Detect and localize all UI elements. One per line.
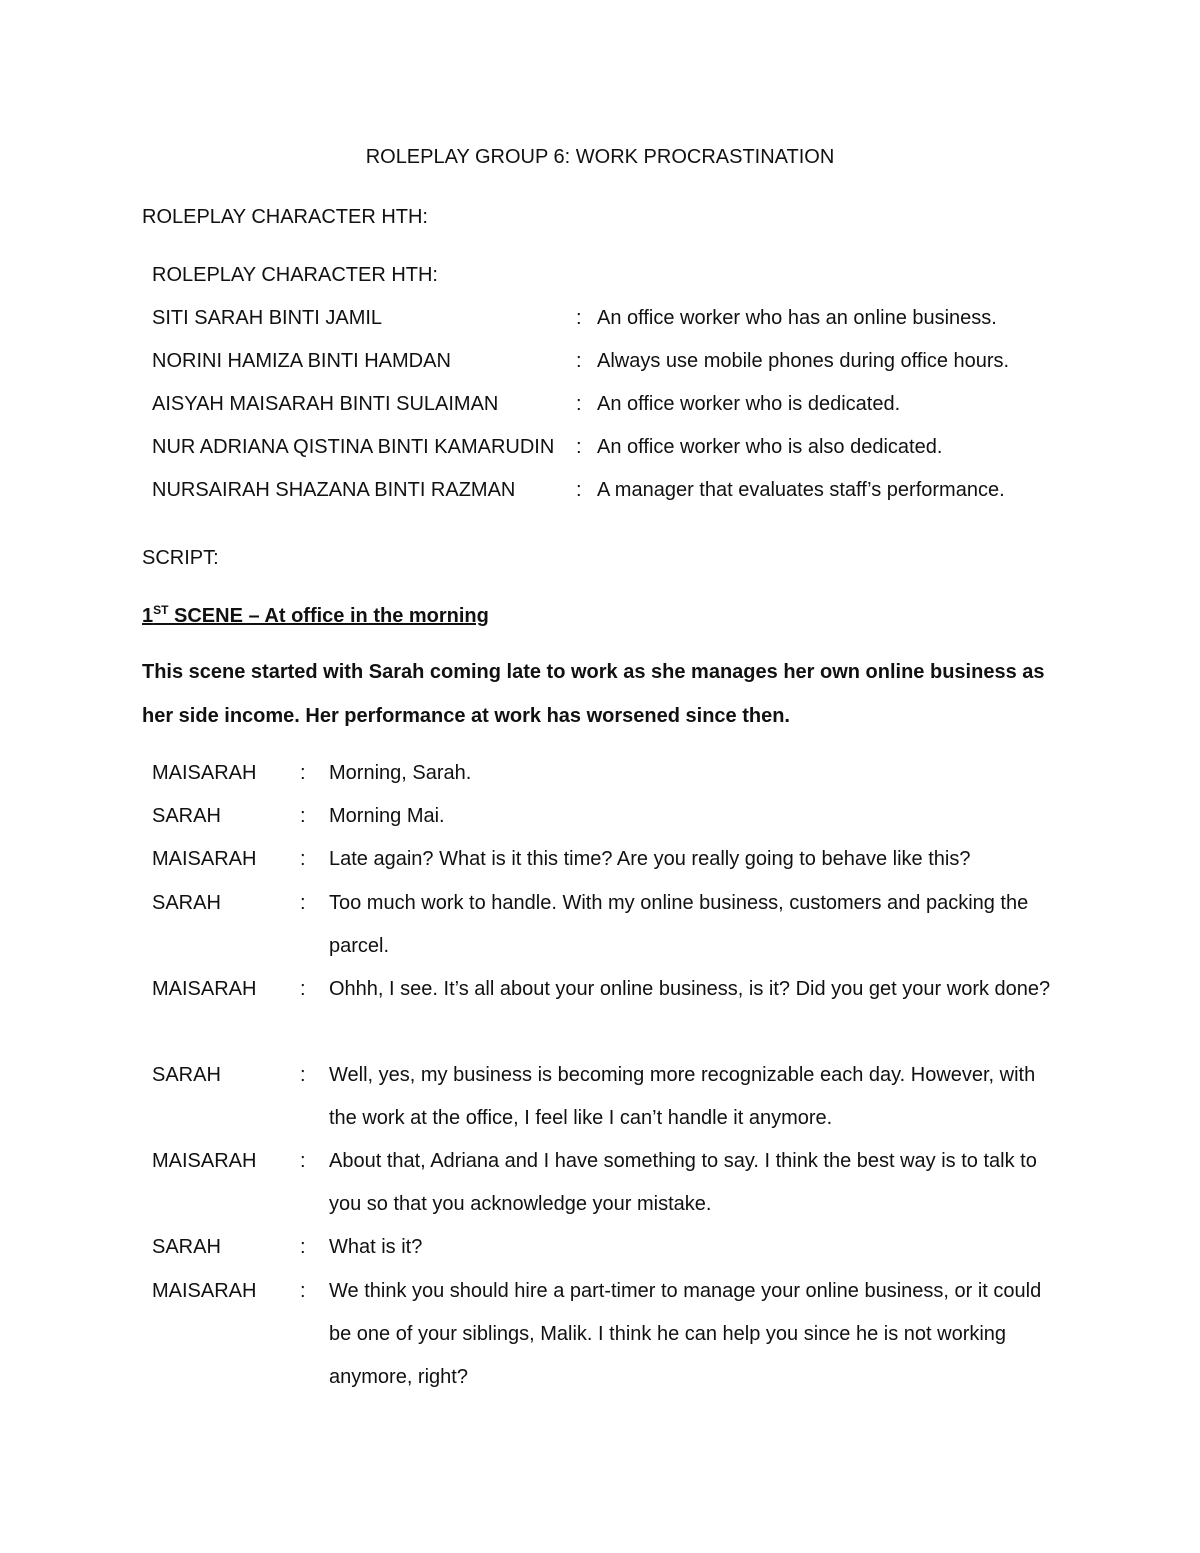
character-colon: :: [576, 393, 582, 415]
character-name: AISYAH MAISARAH BINTI SULAIMAN: [152, 393, 499, 415]
character-colon: :: [576, 350, 582, 372]
character-row: [152, 478, 1082, 502]
speaker-name: SARAH: [152, 1064, 221, 1086]
character-description: An office worker who has an online business.: [597, 307, 997, 329]
dialogue-line: Too much work to handle. With my online business, customers and packing the parcel.: [329, 892, 1029, 957]
speaker-name: MAISARAH: [152, 978, 257, 1000]
dialogue-line: Well, yes, my business is becoming more recognizable each day. However, with the work at the office, I feel like I can’t handle it anymore.: [329, 1064, 1036, 1129]
scene-intro: This scene started with Sarah coming late to work as she manages her own online business as her side income. Her performance at work has worsened since then.: [142, 661, 1045, 727]
character-colon: :: [576, 436, 582, 458]
script-heading: SCRIPT:: [142, 547, 219, 569]
character-name: NORINI HAMIZA BINTI HAMDAN: [152, 350, 451, 372]
dialogue-colon: :: [300, 1064, 306, 1086]
dialogue-line: Late again? What is it this time? Are you really going to behave like this?: [329, 848, 971, 870]
dialogue-colon: :: [300, 805, 306, 827]
dialogue-colon: :: [300, 762, 306, 784]
character-description: An office worker who is dedicated.: [597, 393, 901, 415]
dialogue-colon: :: [300, 1236, 306, 1258]
dialogue-line: Morning Mai.: [329, 805, 445, 827]
document-title: ROLEPLAY GROUP 6: WORK PROCRASTINATION: [365, 146, 835, 168]
dialogue-colon: :: [300, 848, 306, 870]
speaker-name: MAISARAH: [152, 762, 257, 784]
character-row: [152, 306, 1082, 330]
character-description: A manager that evaluates staff’s performance.: [597, 479, 1005, 501]
dialogue-colon: :: [300, 892, 306, 914]
speaker-name: MAISARAH: [152, 1150, 257, 1172]
scene-heading: [142, 604, 489, 628]
scene-number-suffix: ST: [153, 603, 169, 617]
scene-title: SCENE – At office in the morning: [168, 605, 489, 627]
dialogue-line: Ohhh, I see. It’s all about your online business, is it? Did you get your work done?: [329, 978, 1051, 1000]
character-row: [152, 349, 1082, 373]
character-description: An office worker who is also dedicated.: [597, 436, 943, 458]
character-name: NUR ADRIANA QISTINA BINTI KAMARUDIN: [152, 436, 555, 458]
speaker-name: MAISARAH: [152, 848, 257, 870]
character-row: [152, 392, 1082, 416]
character-colon: :: [576, 479, 582, 501]
scene-number: 1: [142, 605, 154, 627]
character-name: NURSAIRAH SHAZANA BINTI RAZMAN: [152, 479, 516, 501]
speaker-name: MAISARAH: [152, 1280, 257, 1302]
character-colon: :: [576, 307, 582, 329]
characters-subheading: ROLEPLAY CHARACTER HTH:: [152, 264, 438, 286]
dialogue-line: Morning, Sarah.: [329, 762, 472, 784]
speaker-name: SARAH: [152, 1236, 221, 1258]
dialogue-colon: :: [300, 978, 306, 1000]
dialogue-line: We think you should hire a part-timer to manage your online business, or it could be one of your siblings, Malik. I think he can help you since he is not working anymore, right?: [329, 1280, 1042, 1388]
character-name: SITI SARAH BINTI JAMIL: [152, 307, 383, 329]
dialogue-line: What is it?: [329, 1236, 423, 1258]
speaker-name: SARAH: [152, 805, 221, 827]
speaker-name: SARAH: [152, 892, 221, 914]
characters-heading: ROLEPLAY CHARACTER HTH:: [142, 206, 428, 228]
dialogue-colon: :: [300, 1150, 306, 1172]
character-row: [152, 435, 1082, 459]
character-description: Always use mobile phones during office hours.: [597, 350, 1010, 372]
dialogue-line: About that, Adriana and I have something to say. I think the best way is to talk to you so that you acknowledge your mistake.: [329, 1150, 1037, 1215]
dialogue-colon: :: [300, 1280, 306, 1302]
